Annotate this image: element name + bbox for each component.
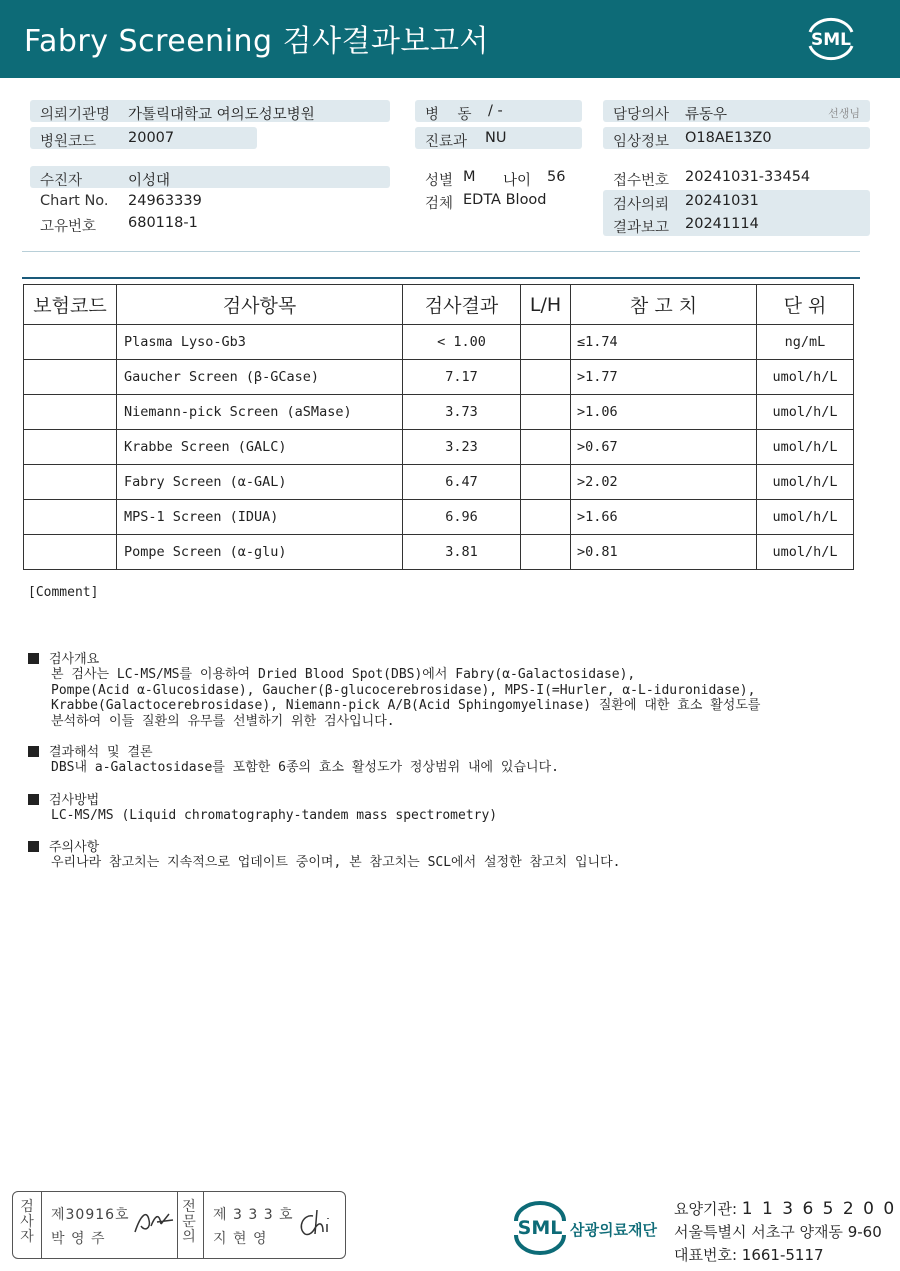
dept-value: NU xyxy=(485,130,507,146)
cell-reference: >1.77 xyxy=(571,360,757,395)
cell-code xyxy=(24,500,117,535)
cell-item: Krabbe Screen (GALC) xyxy=(117,430,403,465)
square-bullet-icon xyxy=(28,746,39,757)
section-title: 결과해석 및 결론 xyxy=(49,745,153,760)
cell-item: Pompe Screen (α-glu) xyxy=(117,535,403,570)
cell-item: MPS-1 Screen (IDUA) xyxy=(117,500,403,535)
tester-name: 박 영 주 xyxy=(51,1231,106,1247)
cell-reference: >2.02 xyxy=(571,465,757,500)
section-line: 우리나라 참고치는 지속적으로 업데이트 중이며, 본 참고치는 SCL에서 설정한 참고치 입니다. xyxy=(51,855,621,870)
col-header-code: 보험코드 xyxy=(24,285,117,325)
hospital-code-field xyxy=(30,127,257,149)
doctor-field xyxy=(603,100,870,122)
institution-code: 요양기관: 1 1 3 6 5 2 0 0 xyxy=(674,1199,897,1219)
section-line: DBS내 a-Galactosidase를 포함한 6종의 효소 활성도가 정상범위 내에 있습니다. xyxy=(51,760,559,775)
sex-value: M xyxy=(463,169,476,185)
specialist-license: 제 3 3 3 호 xyxy=(213,1207,294,1223)
col-header-item: 검사항목 xyxy=(117,285,403,325)
divider xyxy=(41,1192,42,1258)
chart-value: 24963339 xyxy=(128,193,202,209)
tester-license: 제30916호 xyxy=(51,1207,130,1223)
patient-value: 이성대 xyxy=(128,173,171,189)
cell-unit: umol/h/L xyxy=(757,500,854,535)
section-line: Krabbe(Galactocerebrosidase), Niemann-pick A/B(Acid Sphingomyelinase) 질환에 대한 효소 활성도를 xyxy=(51,698,761,713)
cell-code xyxy=(24,360,117,395)
table-row xyxy=(24,360,854,395)
cell-result: 3.81 xyxy=(403,535,521,570)
col-header-lh: L/H xyxy=(521,285,571,325)
report-title: Fabry Screening 검사결과보고서 xyxy=(24,24,489,59)
cell-lh xyxy=(521,465,571,500)
cell-item: Niemann-pick Screen (aSMase) xyxy=(117,395,403,430)
specimen-label: 검체 xyxy=(425,196,454,212)
cell-unit: ng/mL xyxy=(757,325,854,360)
chart-label: Chart No. xyxy=(40,193,109,209)
cell-lh xyxy=(521,360,571,395)
section-line: Pompe(Acid α-Glucosidase), Gaucher(β-glucocerebrosidase), MPS-I(=Hurler, α-L-iduronidase), xyxy=(51,682,756,698)
chart-field xyxy=(30,190,390,212)
table-row xyxy=(24,325,854,360)
doctor-value: 류동우 xyxy=(685,107,728,123)
section-interpretation xyxy=(28,741,559,776)
cell-reference: >0.81 xyxy=(571,535,757,570)
unique-value: 680118-1 xyxy=(128,215,198,231)
report-date-value: 20241114 xyxy=(685,216,759,232)
receipt-label: 접수번호 xyxy=(613,173,670,189)
logo-text: SML xyxy=(811,30,851,50)
cell-result: 6.96 xyxy=(403,500,521,535)
cell-reference: >0.67 xyxy=(571,430,757,465)
cell-lh xyxy=(521,395,571,430)
cell-unit: umol/h/L xyxy=(757,535,854,570)
cell-code xyxy=(24,325,117,360)
dates-field xyxy=(603,190,870,236)
cell-lh xyxy=(521,535,571,570)
tester-signature-icon xyxy=(131,1206,175,1238)
cell-result: 6.47 xyxy=(403,465,521,500)
section-title: 검사개요 xyxy=(49,652,100,667)
cell-unit: umol/h/L xyxy=(757,430,854,465)
institution-value: 가톨릭대학교 여의도성모병원 xyxy=(128,107,315,123)
clinical-field xyxy=(603,127,870,149)
cell-result: 3.23 xyxy=(403,430,521,465)
table-row xyxy=(24,465,854,500)
section-title: 검사방법 xyxy=(49,793,100,808)
square-bullet-icon xyxy=(28,653,39,664)
table-row xyxy=(24,430,854,465)
cell-code xyxy=(24,535,117,570)
cell-lh xyxy=(521,430,571,465)
cell-reference: >1.66 xyxy=(571,500,757,535)
doctor-suffix: 선생님 xyxy=(828,107,860,120)
clinical-label: 임상정보 xyxy=(613,134,670,150)
divider xyxy=(177,1192,178,1258)
request-label: 검사의뢰 xyxy=(613,197,670,213)
col-header-result: 검사결과 xyxy=(403,285,521,325)
receipt-field xyxy=(603,166,870,188)
dept-label: 진료과 xyxy=(425,134,468,150)
specimen-field xyxy=(415,189,585,211)
table-row xyxy=(24,500,854,535)
square-bullet-icon xyxy=(28,794,39,805)
org-name: 삼광의료재단 xyxy=(570,1221,657,1239)
doctor-label: 담당의사 xyxy=(613,107,670,123)
hospital-code-value: 20007 xyxy=(128,130,175,146)
specialist-signature-icon xyxy=(295,1206,339,1240)
institution-field xyxy=(30,100,390,122)
cell-code xyxy=(24,465,117,500)
age-value: 56 xyxy=(547,169,566,185)
divider xyxy=(203,1192,204,1258)
footer-logo-text: SML xyxy=(517,1217,563,1239)
cell-item: Gaucher Screen (β-GCase) xyxy=(117,360,403,395)
sex-label: 성별 xyxy=(425,173,454,189)
patient-field xyxy=(30,166,390,188)
col-header-reference: 참 고 치 xyxy=(571,285,757,325)
table-row xyxy=(24,535,854,570)
sml-logo-icon xyxy=(802,12,860,64)
comment-label: [Comment] xyxy=(28,585,99,600)
divider-dark xyxy=(22,277,860,279)
sml-foundation-logo xyxy=(510,1199,670,1259)
ward-label: 병 동 xyxy=(425,107,472,123)
specialist-name: 지 현 영 xyxy=(213,1231,268,1247)
signature-box xyxy=(12,1191,346,1259)
col-header-unit: 단 위 xyxy=(757,285,854,325)
specimen-value: EDTA Blood xyxy=(463,192,547,208)
divider-light xyxy=(22,251,860,252)
cell-item: Plasma Lyso-Gb3 xyxy=(117,325,403,360)
cell-reference: ≤1.74 xyxy=(571,325,757,360)
square-bullet-icon xyxy=(28,841,39,852)
report-header xyxy=(0,0,900,78)
phone: 대표번호: 1661-5117 xyxy=(674,1246,824,1264)
section-method xyxy=(28,789,497,824)
cell-code xyxy=(24,395,117,430)
section-line: 본 검사는 LC-MS/MS를 이용하여 Dried Blood Spot(DBS)에서 Fabry(α-Galactosidase), xyxy=(51,667,636,682)
sml-logo-icon xyxy=(510,1199,570,1255)
report-date-label: 결과보고 xyxy=(613,220,670,236)
cell-item: Fabry Screen (α-GAL) xyxy=(117,465,403,500)
cell-result: < 1.00 xyxy=(403,325,521,360)
cell-result: 7.17 xyxy=(403,360,521,395)
unique-field xyxy=(30,212,390,234)
table-header-row xyxy=(24,285,854,325)
patient-label: 수진자 xyxy=(40,173,83,189)
section-caution xyxy=(28,836,621,871)
clinical-value: O18AE13Z0 xyxy=(685,130,772,146)
section-title: 주의사항 xyxy=(49,840,100,855)
ward-field xyxy=(415,100,582,122)
section-overview xyxy=(28,648,760,729)
table-row xyxy=(24,395,854,430)
institution-label: 의뢰기관명 xyxy=(40,107,111,123)
sex-age-field xyxy=(415,166,585,188)
section-line: LC-MS/MS (Liquid chromatography-tandem mass spectrometry) xyxy=(51,808,498,823)
cell-result: 3.73 xyxy=(403,395,521,430)
results-table xyxy=(23,284,854,570)
cell-code xyxy=(24,430,117,465)
tester-label: 검 사 자 xyxy=(20,1199,34,1245)
cell-reference: >1.06 xyxy=(571,395,757,430)
cell-unit: umol/h/L xyxy=(757,360,854,395)
ward-value: / - xyxy=(488,103,503,119)
receipt-value: 20241031-33454 xyxy=(685,169,811,185)
hospital-code-label: 병원코드 xyxy=(40,134,97,150)
unique-label: 고유번호 xyxy=(40,219,97,235)
cell-unit: umol/h/L xyxy=(757,465,854,500)
cell-lh xyxy=(521,500,571,535)
dept-field xyxy=(415,127,582,149)
age-label: 나이 xyxy=(503,173,532,189)
section-line: 분석하여 이들 질환의 유무를 선별하기 위한 검사입니다. xyxy=(51,713,395,729)
request-value: 20241031 xyxy=(685,193,759,209)
cell-unit: umol/h/L xyxy=(757,395,854,430)
specialist-label: 전 문 의 xyxy=(182,1199,196,1245)
address: 서울특별시 서초구 양재동 9-60 xyxy=(674,1223,882,1241)
cell-lh xyxy=(521,325,571,360)
